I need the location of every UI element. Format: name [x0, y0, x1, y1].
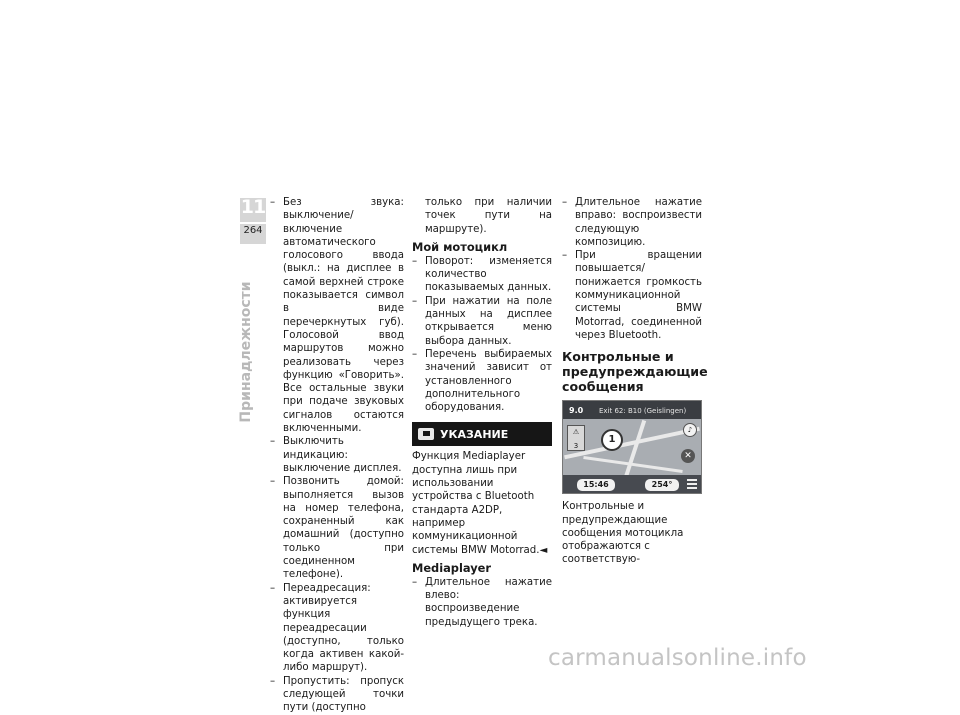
note-banner — [412, 422, 552, 446]
turn-distance: 9.0 — [569, 406, 584, 416]
list-item: – Пропустить: пропуск следующей точки пути (доступно — [270, 675, 404, 715]
page-number: 264 — [243, 225, 263, 236]
chapter-tab — [240, 198, 266, 244]
compass-heading: 254° — [645, 479, 679, 491]
list-item: – При вращении повышается/понижается громкость коммуникационной системы BMW Motorrad, соединенной через Bluetooth. — [562, 249, 702, 342]
menu-icon — [687, 479, 697, 489]
warning-sign-icon: ⚠ 3 — [567, 425, 585, 451]
list-item: – Позвонить домой: выполняется вызов на номер телефона, сохраненный как домашний (доступно только при соединенном телефоне). — [270, 475, 404, 581]
list-item: – Длительное нажатие влево: воспроизведение предыдущего трека. — [412, 576, 552, 629]
column-3 — [562, 196, 708, 567]
list-item: – Поворот: изменяется количество показываемых данных. — [412, 255, 552, 295]
mediaplayer-list — [412, 576, 552, 629]
chapter-title: Принадлежности — [238, 281, 254, 423]
message-badge: 1 — [601, 429, 623, 451]
column-2 — [412, 196, 552, 629]
navigator-screenshot — [562, 400, 702, 494]
note-label: УКАЗАНИЕ — [440, 427, 509, 441]
list-item: – Перечень выбираемых значений зависит от установленного дополнительного оборудования. — [412, 348, 552, 414]
list-item: – Без звука: выключение/включение автоматического голосового ввода (выкл.: на дисплее в самой верхней строке показывается символ в виде перечеркнутых губ). Голосовой ввод маршрутов можно реализовать через функцию «Говорить». Все остальные звуки при подаче звуковых сигналов остаются включенными. — [270, 196, 404, 435]
list-item: – При нажатии на поле данных на дисплее открывается меню выбора данных. — [412, 295, 552, 348]
column-1 — [270, 196, 404, 715]
nav-header — [563, 401, 701, 419]
nav-footer — [563, 475, 701, 493]
list-item: – Длительное нажатие вправо: воспроизвести следующую композицию. — [562, 196, 702, 249]
mediaplayer-list-continued — [562, 196, 702, 342]
continued-text: только при наличии точек пути на маршруте). — [425, 197, 552, 235]
motorcycle-list — [412, 255, 552, 415]
next-street: Exit 62: B10 (Geislingen) — [599, 407, 687, 416]
section-body: Контрольные и предупреждающие сообщения мотоцикла отображаются с соответствую- — [562, 501, 684, 566]
close-icon: ✕ — [681, 449, 695, 463]
chapter-divider — [240, 222, 266, 224]
clock-time: 15:46 — [577, 479, 615, 491]
section-heading-mediaplayer: Mediaplayer — [412, 560, 491, 575]
section-heading-warnings: Контрольные и предупреждающие сообщения — [562, 349, 708, 395]
speaker-icon: ♪ — [683, 423, 697, 437]
watermark: carmanualsonline.info — [548, 645, 807, 671]
chapter-number: 11 — [240, 196, 266, 218]
warning-value: 3 — [573, 441, 579, 450]
map-road — [624, 420, 646, 478]
list-item: – Выключить индикацию: выключение дисплея. — [270, 435, 404, 475]
settings-list — [270, 196, 404, 715]
list-item: – Переадресация: активируется функция переадресации (доступно, только когда активен какой-либо маршрут). — [270, 582, 404, 675]
note-text: Функция Mediaplayer доступна лишь при использовании устройства с Bluetooth стандарта A2DP, например коммуникационной системы BMW Motorrad.◄ — [412, 451, 548, 556]
section-heading-motorcycle: Мой мотоцикл — [412, 239, 508, 254]
note-icon — [418, 428, 434, 440]
